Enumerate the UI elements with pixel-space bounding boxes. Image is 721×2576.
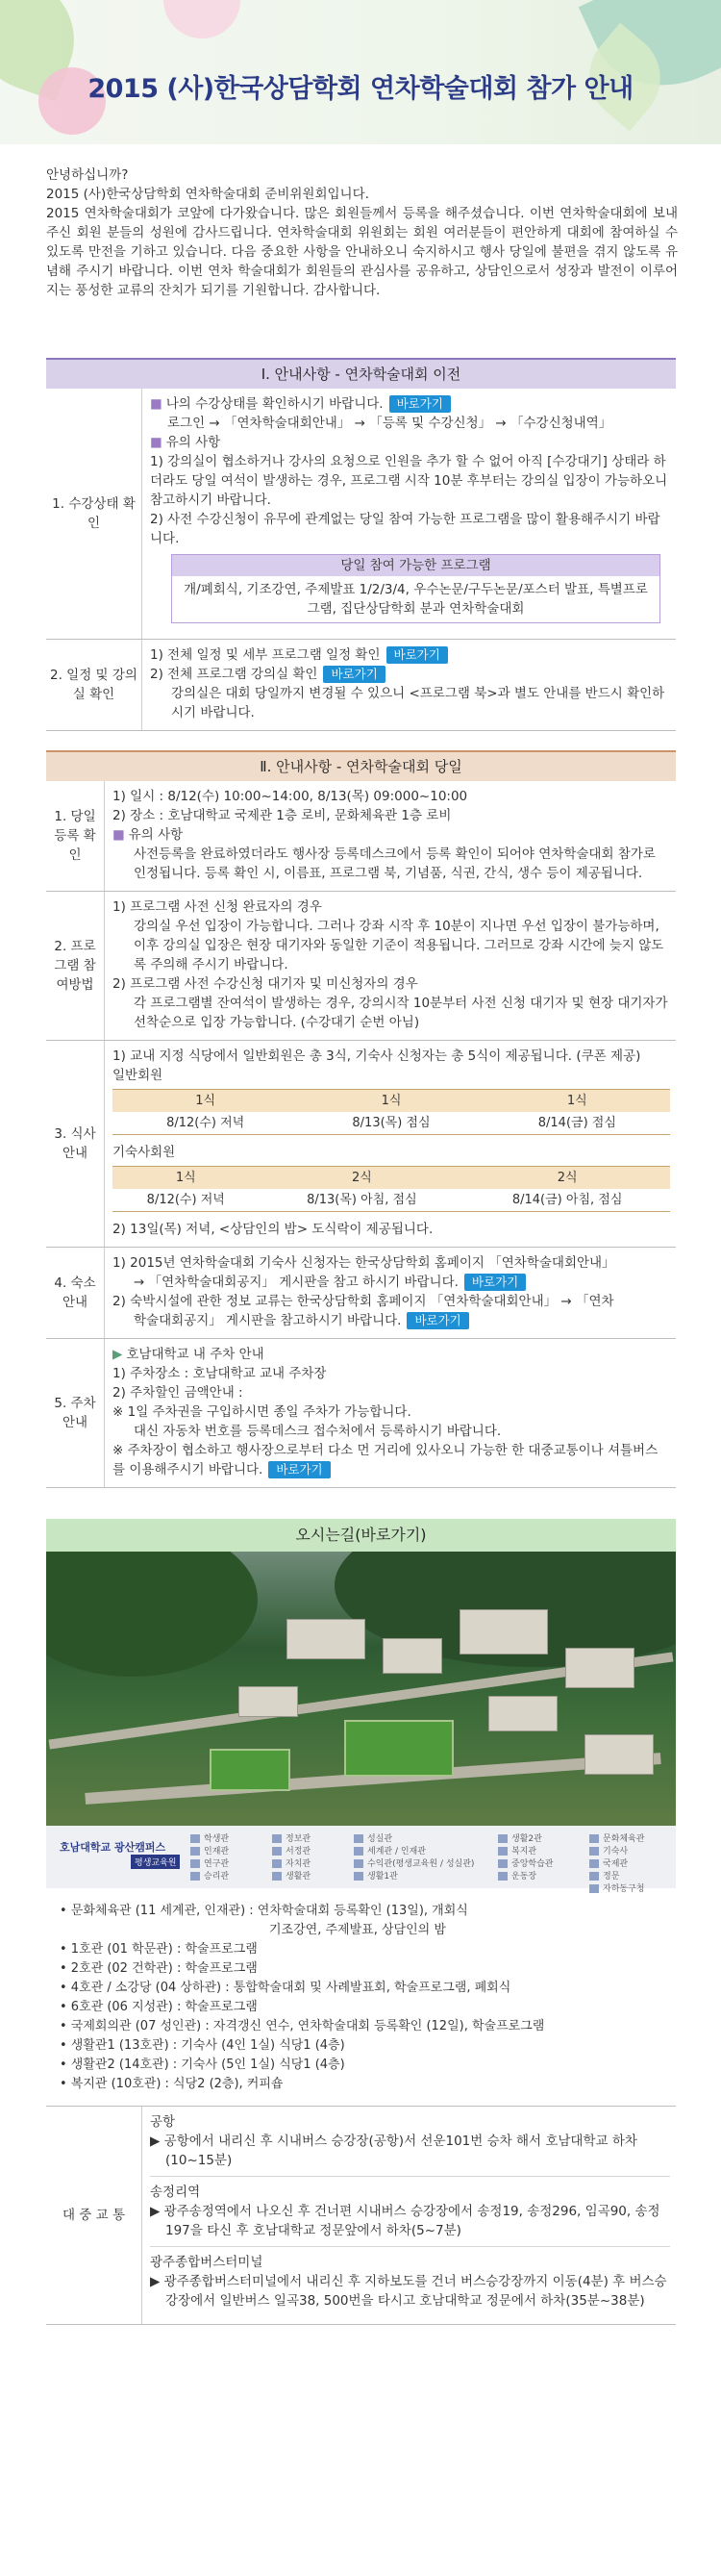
row-label: 3. 식사 안내 xyxy=(46,1041,105,1248)
building-shape xyxy=(238,1686,298,1717)
section1-table xyxy=(46,389,676,731)
shortcut-button[interactable]: 바로가기 xyxy=(464,1274,526,1291)
section2-table xyxy=(46,781,676,1488)
transit-title: 공항 xyxy=(150,2114,176,2130)
square-bullet-icon: ■ xyxy=(150,396,162,412)
section2-title: Ⅱ. 안내사항 - 연차학술대회 당일 xyxy=(46,750,676,781)
triangle-bullet-icon: ▶ xyxy=(112,1347,123,1362)
transit-text: ▶ 광주종합버스터미널에서 내리신 후 지하보도를 건너 버스승강장까지 이동(4분) 후 버스승강장에서 일반버스 일곡38, 500번을 타시고 호남대학교 정문에서 하차(35분~38분) xyxy=(150,2274,667,2309)
building-shape xyxy=(584,1734,654,1775)
table-row: 8/12(수) 저녁 8/13(목) 점심 8/14(금) 점심 xyxy=(112,1112,670,1135)
table-row: 1식 1식 1식 xyxy=(112,1090,670,1113)
program-box-title: 당일 참여 가능한 프로그램 xyxy=(172,555,659,576)
square-bullet-icon: ■ xyxy=(150,435,162,450)
list-item: • 복지관 (10호관) : 식당2 (2층), 커피숍 xyxy=(60,2077,284,2091)
building-shape xyxy=(565,1648,634,1688)
list-item: • 생활관2 (14호관) : 기숙사 (5인 1실) 식당1 (4층) xyxy=(60,2058,345,2072)
list-item: • 6호관 (06 지성관) : 학술프로그램 xyxy=(60,2000,258,2014)
shortcut-button[interactable]: 바로가기 xyxy=(407,1312,468,1329)
table-row: 8/12(수) 저녁 8/13(목) 아침, 점심 8/14(금) 아침, 점심 xyxy=(112,1189,670,1212)
map-legend: 호남대학교 광산캠퍼스 평생교육원 학생관 인재관 연구관 승리관 정보관 서정관 자치관 생활관 성실관 세계관 / 인재관 수익관(평생교육원 / 성실관) 생활1관 생활2관 복지관 중앙학습관 운동장 문화체육관 기숙사 국제관 정문 자하동구청 xyxy=(46,1826,676,1888)
row-body: 1) 일시 : 8/12(수) 10:00~14:00, 8/13(목) 09:000~10:00 2) 장소 : 호남대학교 국제관 1층 로비, 문화체육관 1층 로비 ■ 유의 사항 사전등록을 완료하였더라도 행사장 등록데스크에서 등록 확인이 되어야 연차학술대회 참가로 인정됩니다. 등록 확인 시, 이름표, 프로그램 북, 기념품, 식권, 간식, 생수 등이 제공됩니다. xyxy=(105,781,677,892)
transit-block xyxy=(150,2112,670,2177)
table-row xyxy=(46,1339,676,1488)
intro-body: 2015 연차학술대회가 코앞에 다가왔습니다. 많은 회원들께서 등록을 해주셨습니다. 이번 연차학술대회에 보내주신 회원 분들의 성원에 감사드립니다. 연차학술대회 위원회는 회원 여러분들이 편안하게 대회에 참여하실 수 있도록 만전을 기하고 있습니다. 다음 중요한 사항을 안내하오니 숙지하시고 행사 당일에 불편을 겪지 않도록 유념해 주시기 바랍니다. 이번 연차 학술대회가 회원들의 관심사를 공유하고, 상담인으로서 성장과 발전이 이루어지는 풍성한 교류의 잔치가 되기를 기원합니다. 감사합니다. xyxy=(46,206,678,298)
table-row xyxy=(46,1248,676,1339)
square-bullet-icon: ■ xyxy=(112,827,125,843)
section1-title: Ⅰ. 안내사항 - 연차학술대회 이전 xyxy=(46,358,676,389)
transit-block xyxy=(150,2253,670,2316)
list-item: • 1호관 (01 학문관) : 학술프로그램 xyxy=(60,1942,258,1957)
header-banner xyxy=(0,0,721,144)
list-item: • 4호관 / 소강당 (04 상하관) : 통합학술대회 및 사례발표회, 학술프로그램, 폐회식 xyxy=(60,1981,511,1995)
row-label: 2. 프로그램 참여방법 xyxy=(46,892,105,1041)
decorative-leaf xyxy=(163,0,240,38)
transit-block xyxy=(150,2183,670,2247)
list-item: • 문화체육관 (11 세계관, 인재관) : 연차학술대회 등록확인 (13일), 개회식 xyxy=(60,1904,468,1918)
table-row xyxy=(46,2107,676,2325)
table-row xyxy=(46,781,676,892)
table-row xyxy=(46,892,676,1041)
building-shape xyxy=(383,1638,442,1674)
list-item: • 2호관 (02 건학관) : 학술프로그램 xyxy=(60,1961,258,1976)
transit-title: 송정리역 xyxy=(150,2185,201,2200)
table-row xyxy=(46,640,676,731)
row-body: ■ 나의 수강상태를 확인하시기 바랍니다. 바로가기 로그인 → 「연차학술대회안내」 → 「등록 및 수강신청」 → 「수강신청내역」 ■ 유의 사항 1) 강의실이 협소하거나 강사의 요청으로 인원을 추가 할 수 없어 아직 [수강대기] 상태라 하더라도 당일 여석이 발생하는 경우, 프로그램 시작 10분 후부터는 강의실 입장이 가능하오니 참고하시기 바랍니다. 2) 사전 수강신청이 유무에 관계없는 당일 참여 가능한 프로그램을 많이 활용해주시기 바랍니다. 당일 참여 가능한 프로그램 개/폐회식, 기조강연, 주제발표 1/2/3/4, 우수논문/구두논문/포스터 발표, 특별프로그램, 집단상담학회 분과 연차학술대회 xyxy=(142,389,677,640)
intro-greeting: 안녕하십니까? xyxy=(46,167,129,183)
row-label: 1. 당일 등록 확인 xyxy=(46,781,105,892)
table-row xyxy=(46,389,676,640)
row-body: 1) 프로그램 사전 신청 완료자의 경우 강의실 우선 입장이 가능합니다. 그러나 강좌 시작 후 10분이 지나면 우선 입장이 불가능하며, 이후 강의실 입장은 현장 대기자와 동일한 기준이 적용됩니다. 그러므로 강좌 시간에 늦지 않도록 주의해 주시기 바랍니다. 2) 프로그램 사전 수강신청 대기자 및 미신청자의 경우 각 프로그램별 잔여석이 발생하는 경우, 강의시작 10분부터 사전 신청 대기자 및 현장 대기자가 선착순으로 입장 가능합니다. (수강대기 순번 아님) xyxy=(105,892,677,1041)
hill-shape xyxy=(46,1552,258,1677)
legend-brand: 호남대학교 광산캠퍼스 xyxy=(60,1841,166,1854)
table-row: 1식 2식 2식 xyxy=(112,1167,670,1190)
meal-table-general xyxy=(112,1089,670,1135)
row-body: ▶ 호남대학교 내 주차 안내 1) 주차장소 : 호남대학교 교내 주차장 2) 주차할인 금액안내 : ※ 1일 주차권을 구입하시면 종일 주차가 가능합니다. 대신 자동차 번호를 등록데스크 접수처에서 등록하시기 바랍니다. ※ 주차장이 협소하고 행사장으로부터 다소 먼 거리에 있사오니 가능한 한 대중교통이나 셔틀버스를 이용해주시기 바랍니다. 바로가기 xyxy=(105,1339,677,1488)
building-shape xyxy=(460,1609,548,1654)
program-box-content: 개/폐회식, 기조강연, 주제발표 1/2/3/4, 우수논문/구두논문/포스터 발표, 특별프로그램, 집단상담학회 분과 연차학술대회 xyxy=(184,582,648,617)
row-body: 1) 2015년 연차학술대회 기숙사 신청자는 한국상담학회 홈페이지 「연차학술대회안내」 → 「연차학술대회공지」 게시판을 참고 하시기 바랍니다. 바로가기 2) 숙박시설에 관한 정보 교류는 한국상담학회 홈페이지 「연차학술대회안내」 → 「연차 학술대회공지」 게시판을 참고하시기 바랍니다. 바로가기 xyxy=(105,1248,677,1339)
transit-text: ▶ 공항에서 내리신 후 시내버스 승강장(공항)서 선운101번 승차 해서 호남대학교 하차(10~15분) xyxy=(150,2134,637,2168)
sports-field xyxy=(344,1720,454,1777)
transit-title: 광주종합버스터미널 xyxy=(150,2255,263,2270)
list-item: • 국제회의관 (07 성인관) : 자격갱신 연수, 연차학술대회 등록확인 (12일), 학술프로그램 xyxy=(60,2019,545,2033)
transit-table xyxy=(46,2106,676,2325)
row-label: 5. 주차 안내 xyxy=(46,1339,105,1488)
list-item: 기조강연, 주제발표, 상담인의 밤 xyxy=(269,1923,446,1937)
row-label: 2. 일정 및 강의실 확인 xyxy=(46,640,142,731)
table-row xyxy=(46,1041,676,1248)
shortcut-button[interactable]: 바로가기 xyxy=(389,395,451,413)
intro-line: 2015 (사)한국상담학회 연차학술대회 준비위원회입니다. xyxy=(46,187,369,202)
intro-text xyxy=(46,165,678,300)
building-shape xyxy=(488,1696,558,1731)
shortcut-button[interactable]: 바로가기 xyxy=(386,646,448,664)
row-label: 1. 수강상태 확인 xyxy=(46,389,142,640)
page-title: 2015 (사)한국상담학회 연차학술대회 참가 안내 xyxy=(87,74,634,104)
building-shape xyxy=(286,1619,365,1659)
list-item: • 생활관1 (13호관) : 기숙사 (4인 1실) 식당1 (4층) xyxy=(60,2038,345,2053)
sports-field xyxy=(210,1749,290,1791)
building-list xyxy=(60,1902,683,2094)
meal-general-label: 일반회원 xyxy=(112,1068,163,1083)
program-box xyxy=(171,554,660,623)
row-body xyxy=(142,2107,677,2325)
transit-text: ▶ 광주송정역에서 나오신 후 건너편 시내버스 승강장에서 송정19, 송정296, 임곡90, 송정197을 타신 후 호남대학교 정문앞에서 하차(5~7분) xyxy=(150,2204,660,2238)
row-label: 4. 숙소 안내 xyxy=(46,1248,105,1339)
campus-aerial-image xyxy=(46,1552,676,1826)
transit-label: 대 중 교 통 xyxy=(46,2107,142,2325)
row-body: 1) 전체 일정 및 세부 프로그램 일정 확인 바로가기 2) 전체 프로그램 강의실 확인 바로가기 강의실은 대회 당일까지 변경될 수 있으니 <프로그램 북>과 별도 안내를 반드시 확인하시기 바랍니다. xyxy=(142,640,677,731)
meal-table-dorm xyxy=(112,1166,670,1212)
legend-tag: 평생교육원 xyxy=(131,1855,180,1869)
shortcut-button[interactable]: 바로가기 xyxy=(268,1461,330,1478)
directions-link[interactable]: 오시는길(바로가기) xyxy=(46,1519,676,1552)
row-body: 1) 교내 지정 식당에서 일반회원은 총 3식, 기숙사 신청자는 총 5식이 제공됩니다. (쿠폰 제공) 일반회원 1식 1식 1식 8/12(수) 저녁 8/13(목) 점심 8/14(금) 점심 기숙사회원 1식 2식 2식 8/12(수) 저녁 8/13(목) 아침, 점심 8/14(금) 아침, 점심 2) 13일(목) 저녁, <상담인의 밤> 도식락이 제공됩니다. xyxy=(105,1041,677,1248)
shortcut-button[interactable]: 바로가기 xyxy=(323,666,385,683)
meal-dorm-label: 기숙사회원 xyxy=(112,1145,176,1160)
